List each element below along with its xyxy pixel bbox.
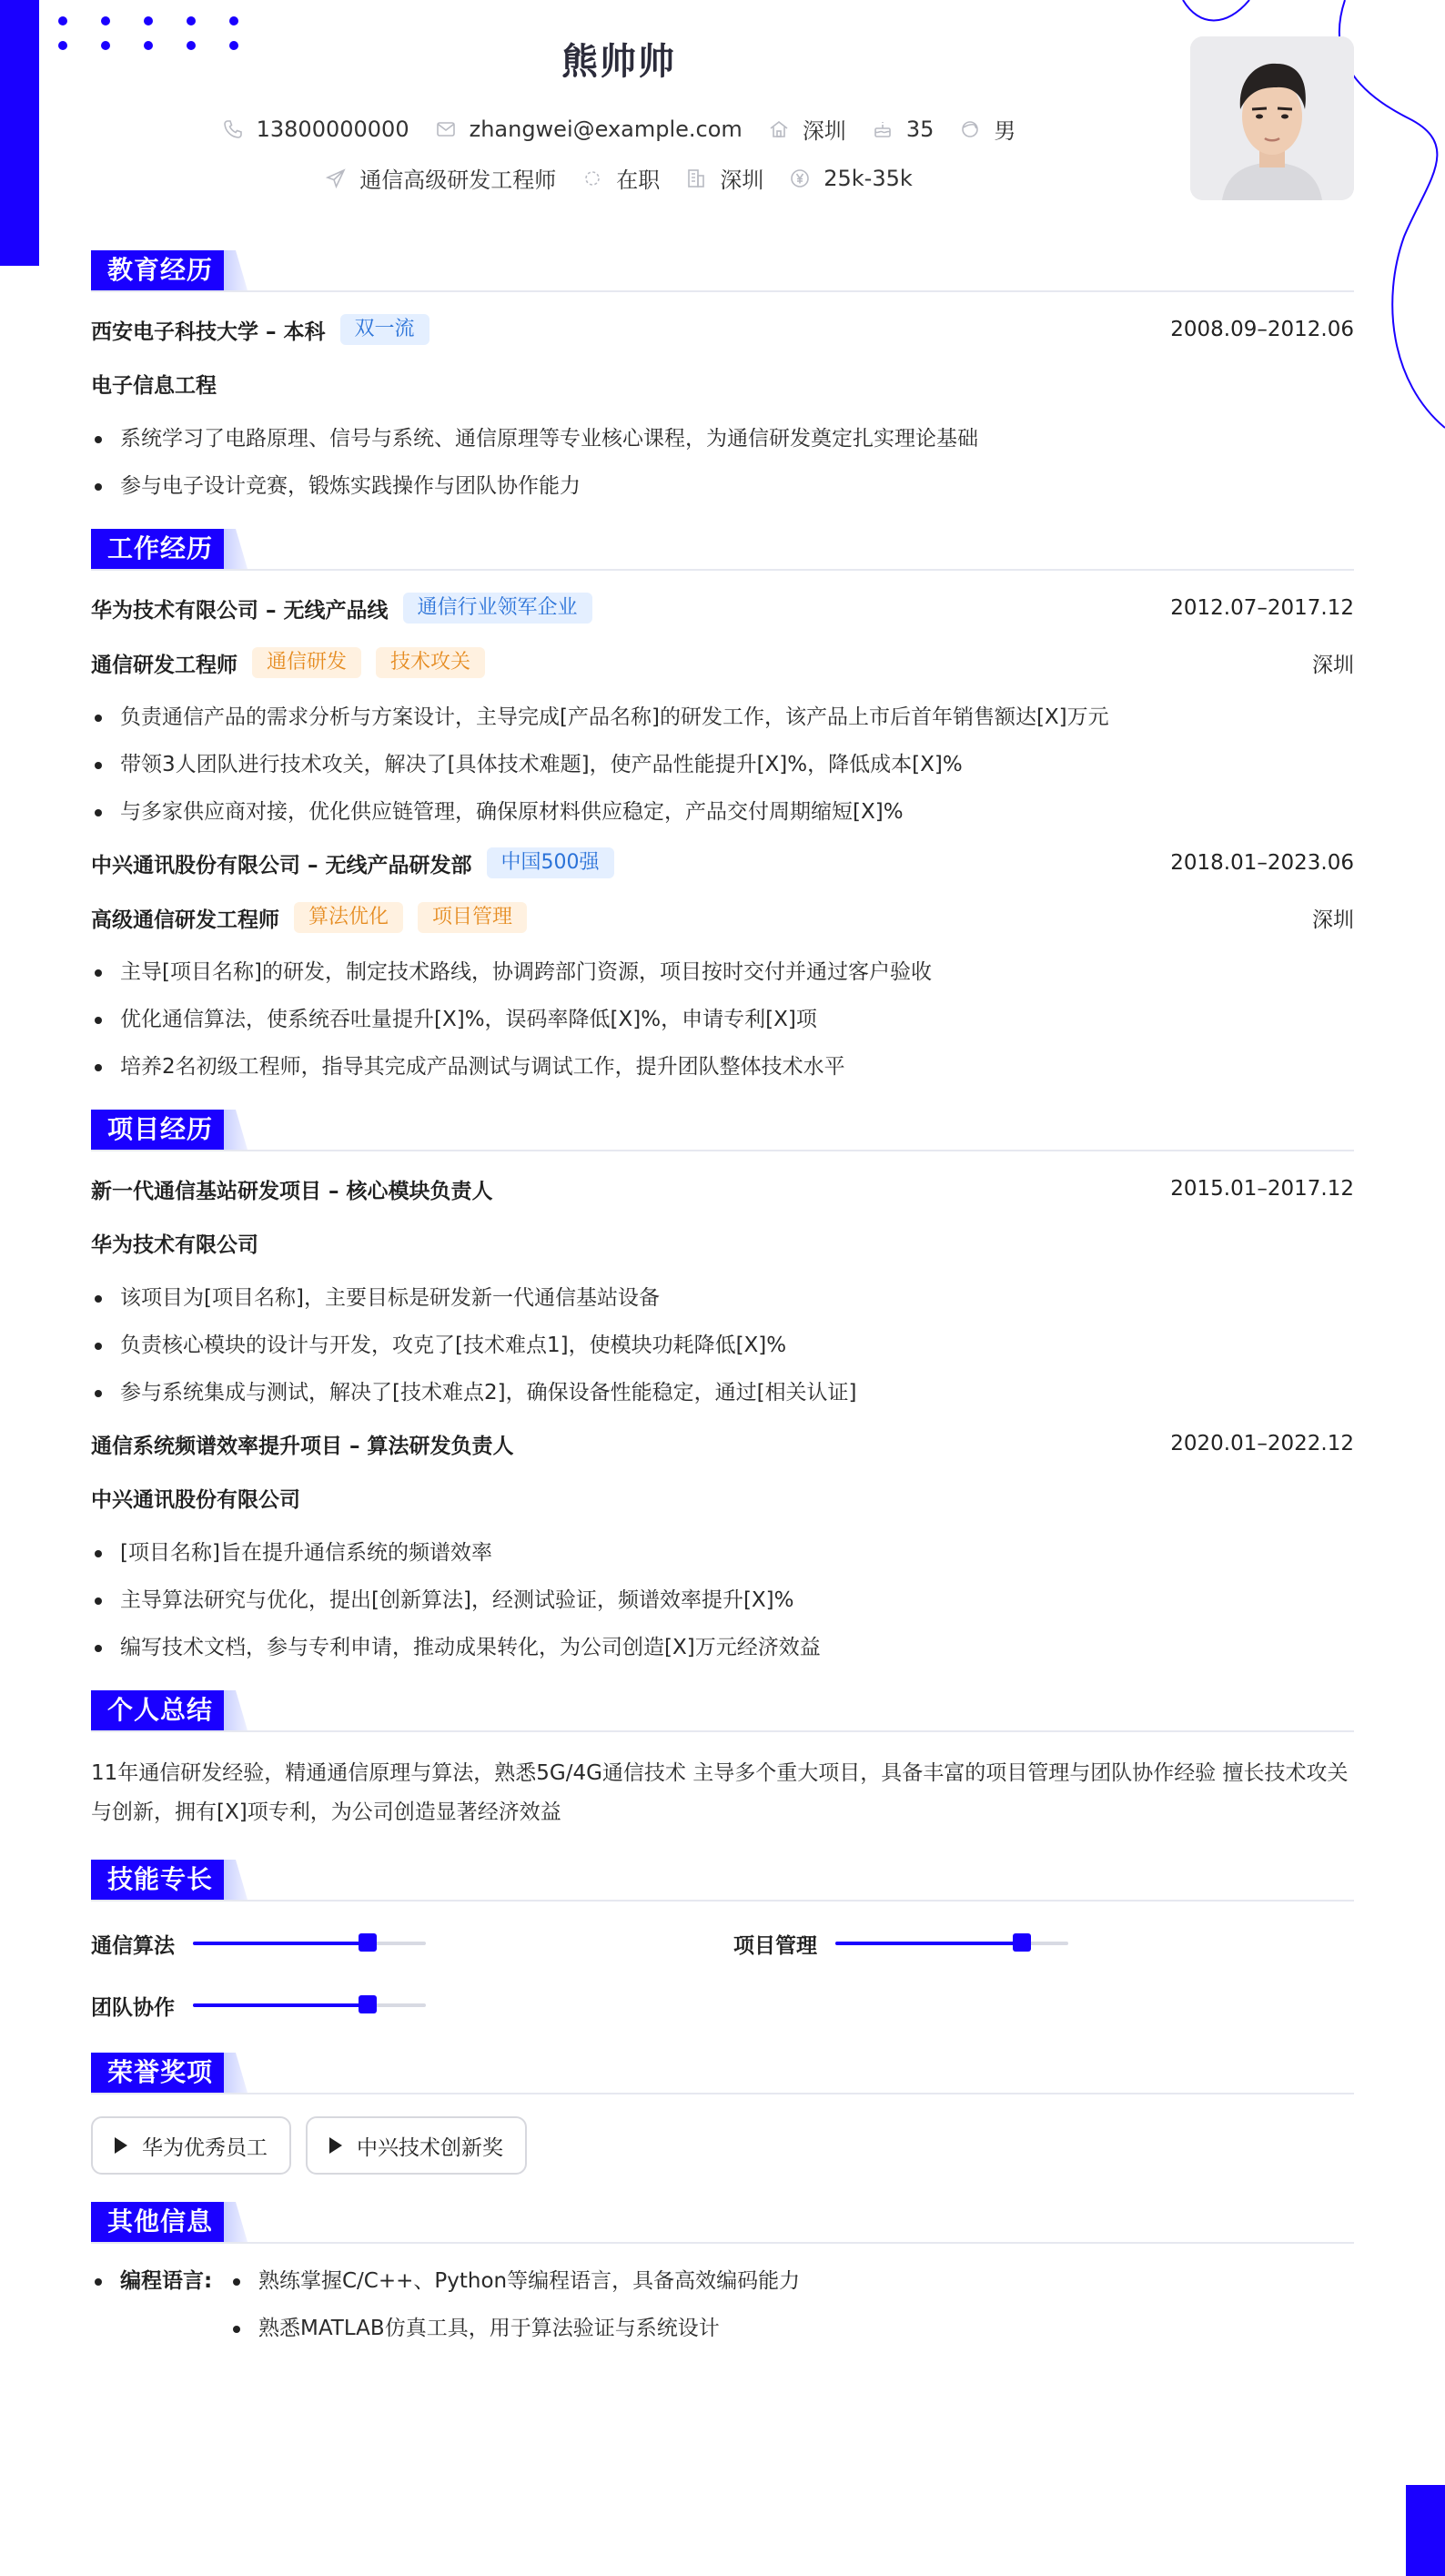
triangle-icon <box>115 2137 127 2154</box>
skill-bar <box>193 1942 426 1945</box>
hometown-text: 深圳 <box>802 118 846 144</box>
other-label: 编程语言: <box>91 2266 229 2297</box>
major: 电子信息工程 <box>91 374 217 398</box>
summary-section <box>91 1690 1354 1832</box>
role-name: 高级通信研发工程师 <box>91 908 279 932</box>
work-header <box>91 529 1354 571</box>
send-icon <box>325 167 347 189</box>
project-name: 新一代通信基站研发项目 – 核心模块负责人 <box>91 1179 493 1203</box>
project-date: 2020.01–2022.12 <box>1170 1432 1354 1455</box>
programming-languages <box>91 2266 1354 2360</box>
skill-item <box>733 1923 1352 1963</box>
list-item: 参与电子设计竞赛，锻炼实践操作与团队协作能力 <box>91 471 1354 502</box>
skill-fill <box>193 1942 368 1945</box>
contact-row <box>0 113 1238 145</box>
work-title: 工作经历 <box>91 529 229 569</box>
project-name: 通信系统频谱效率提升项目 – 算法研发负责人 <box>91 1434 514 1458</box>
skill-knob <box>359 1995 377 2013</box>
list-item: 培养2名初级工程师，指导其完成产品测试与调试工作，提升团队整体技术水平 <box>91 1051 1354 1082</box>
skill-item <box>91 1985 733 2025</box>
honors-title: 荣誉奖项 <box>91 2053 229 2093</box>
email-item <box>435 117 743 142</box>
education-section <box>91 250 1354 502</box>
skill-bar <box>835 1942 1068 1945</box>
list-item: 带领3人团队进行技术攻关，解决了[具体技术难题]，使产品性能提升[X]%，降低成本[X]% <box>91 749 1354 780</box>
cake-icon <box>872 118 894 140</box>
other-section <box>91 2202 1354 2360</box>
work-city: 深圳 <box>1312 908 1354 932</box>
skills-grid <box>91 1923 1354 2025</box>
education-date: 2008.09–2012.06 <box>1170 318 1354 341</box>
work-entry <box>91 593 1354 827</box>
building-icon <box>685 167 707 189</box>
resume-body <box>91 250 1354 2388</box>
salary-item <box>789 166 913 191</box>
age-text: 35 <box>905 116 935 142</box>
list-item: 系统学习了电路原理、信号与系统、通信原理等专业核心课程，为通信研发奠定扎实理论基础 <box>91 423 1354 454</box>
project-company: 华为技术有限公司 <box>91 1233 258 1257</box>
summary-text: 11年通信研发经验，精通通信原理与算法，熟悉5G/4G通信技术 主导多个重大项目，具备丰富的项目管理与团队协作经验 擅长技术攻关与创新，拥有[X]项专利，为公司创造显著经济效益 <box>91 1761 1349 1824</box>
target-position-text: 通信高级研发工程师 <box>359 167 557 193</box>
list-item: 熟练掌握C/C++、Python等编程语言，具备高效编码能力 <box>229 2266 800 2297</box>
list-item: 编写技术文档，参与专利申请，推动成果转化，为公司创造[X]万元经济效益 <box>91 1632 1354 1663</box>
award-label: 中兴技术创新奖 <box>357 2135 503 2160</box>
target-city-text: 深圳 <box>720 167 764 193</box>
list-item: 与多家供应商对接，优化供应链管理，确保原材料供应稳定，产品交付周期缩短[X]% <box>91 796 1354 827</box>
skill-name: 通信算法 <box>91 1933 175 1958</box>
candidate-name: 熊帅帅 <box>561 41 676 83</box>
other-title: 其他信息 <box>91 2202 229 2242</box>
gender-text: 男 <box>994 118 1016 144</box>
projects-title: 项目经历 <box>91 1110 229 1150</box>
work-city: 深圳 <box>1312 653 1354 677</box>
company-tag: 通信行业领军企业 <box>403 593 592 624</box>
summary-title: 个人总结 <box>91 1690 229 1730</box>
role-tag: 算法优化 <box>294 902 403 933</box>
role-tag: 项目管理 <box>418 902 527 933</box>
work-date: 2018.01–2023.06 <box>1170 851 1354 875</box>
skills-section <box>91 1860 1354 2025</box>
work-section <box>91 529 1354 1082</box>
resume-header <box>0 0 1445 237</box>
list-item: 熟悉MATLAB仿真工具，用于算法验证与系统设计 <box>229 2313 800 2344</box>
skill-item <box>91 1923 733 1963</box>
spinner-icon <box>581 167 603 189</box>
list-item: [项目名称]旨在提升通信系统的频谱效率 <box>91 1537 1354 1568</box>
skills-title: 技能专长 <box>91 1860 229 1900</box>
phone-item <box>222 117 409 142</box>
list-item: 优化通信算法，使系统吞吐量提升[X]%，误码率降低[X]%，申请专利[X]项 <box>91 1004 1354 1035</box>
skill-bar <box>193 2003 426 2007</box>
mail-icon <box>435 118 457 140</box>
right-accent-bar <box>1406 2485 1445 2576</box>
avatar <box>1190 36 1354 200</box>
phone-text: 13800000000 <box>256 116 409 142</box>
role-name: 通信研发工程师 <box>91 653 237 677</box>
school-name: 西安电子科技大学 – 本科 <box>91 319 326 344</box>
target-position-item <box>325 162 556 194</box>
job-intent-row <box>0 162 1238 194</box>
project-entry <box>91 1173 1354 1408</box>
yen-icon <box>789 167 811 189</box>
list-item: 该项目为[项目名称]，主要目标是研发新一代通信基站设备 <box>91 1283 1354 1313</box>
gender-item <box>959 113 1016 145</box>
work-entry <box>91 847 1354 1082</box>
triangle-icon <box>329 2137 342 2154</box>
list-item: 负责核心模块的设计与开发，攻克了[技术难点1]，使模块功耗降低[X]% <box>91 1330 1354 1361</box>
awards-list <box>91 2116 1354 2175</box>
award-label: 华为优秀员工 <box>142 2135 268 2160</box>
work-date: 2012.07–2017.12 <box>1170 596 1354 620</box>
other-header <box>91 2202 1354 2244</box>
skills-header <box>91 1860 1354 1902</box>
projects-section <box>91 1110 1354 1663</box>
honors-header <box>91 2053 1354 2094</box>
skill-knob <box>359 1933 377 1952</box>
list-item: 主导[项目名称]的研发，制定技术路线，协调跨部门资源，项目按时交付并通过客户验收 <box>91 957 1354 988</box>
list-item: 主导算法研究与优化，提出[创新算法]，经测试验证，频谱效率提升[X]% <box>91 1585 1354 1616</box>
skill-knob <box>1013 1933 1031 1952</box>
list-item: 参与系统集成与测试，解决了[技术难点2]，确保设备性能稳定，通过[相关认证] <box>91 1377 1354 1408</box>
project-date: 2015.01–2017.12 <box>1170 1177 1354 1201</box>
award-chip <box>91 2116 291 2175</box>
skill-name: 团队协作 <box>91 1995 175 2020</box>
award-chip <box>306 2116 527 2175</box>
project-company: 中兴通讯股份有限公司 <box>91 1488 300 1512</box>
honors-section <box>91 2053 1354 2175</box>
education-title: 教育经历 <box>91 250 229 290</box>
skill-fill <box>835 1942 1022 1945</box>
phone-icon <box>222 118 244 140</box>
summary-header <box>91 1690 1354 1732</box>
skill-name: 项目管理 <box>733 1933 817 1958</box>
role-tag: 通信研发 <box>252 647 361 678</box>
skill-fill <box>193 2003 368 2007</box>
company-tag: 中国500强 <box>487 847 614 878</box>
hometown-item <box>768 113 846 145</box>
project-entry <box>91 1428 1354 1663</box>
email-text: zhangwei@example.com <box>469 116 743 142</box>
company-name: 中兴通讯股份有限公司 – 无线产品研发部 <box>91 853 472 877</box>
gender-icon <box>959 118 981 140</box>
age-item <box>872 117 935 142</box>
home-icon <box>768 118 790 140</box>
avatar-portrait <box>1190 36 1354 200</box>
education-header <box>91 250 1354 292</box>
role-tag: 技术攻关 <box>376 647 485 678</box>
salary-text: 25k-35k <box>824 165 913 191</box>
status-text: 在职 <box>616 167 661 193</box>
status-item <box>581 162 660 194</box>
company-name: 华为技术有限公司 – 无线产品线 <box>91 598 389 623</box>
target-city-item <box>685 162 763 194</box>
education-entry <box>91 314 1354 502</box>
projects-header <box>91 1110 1354 1151</box>
list-item: 负责通信产品的需求分析与方案设计，主导完成[产品名称]的研发工作，该产品上市后首年销售额达[X]万元 <box>91 702 1354 733</box>
school-tag: 双一流 <box>340 314 429 345</box>
education-bullets <box>91 423 1354 502</box>
